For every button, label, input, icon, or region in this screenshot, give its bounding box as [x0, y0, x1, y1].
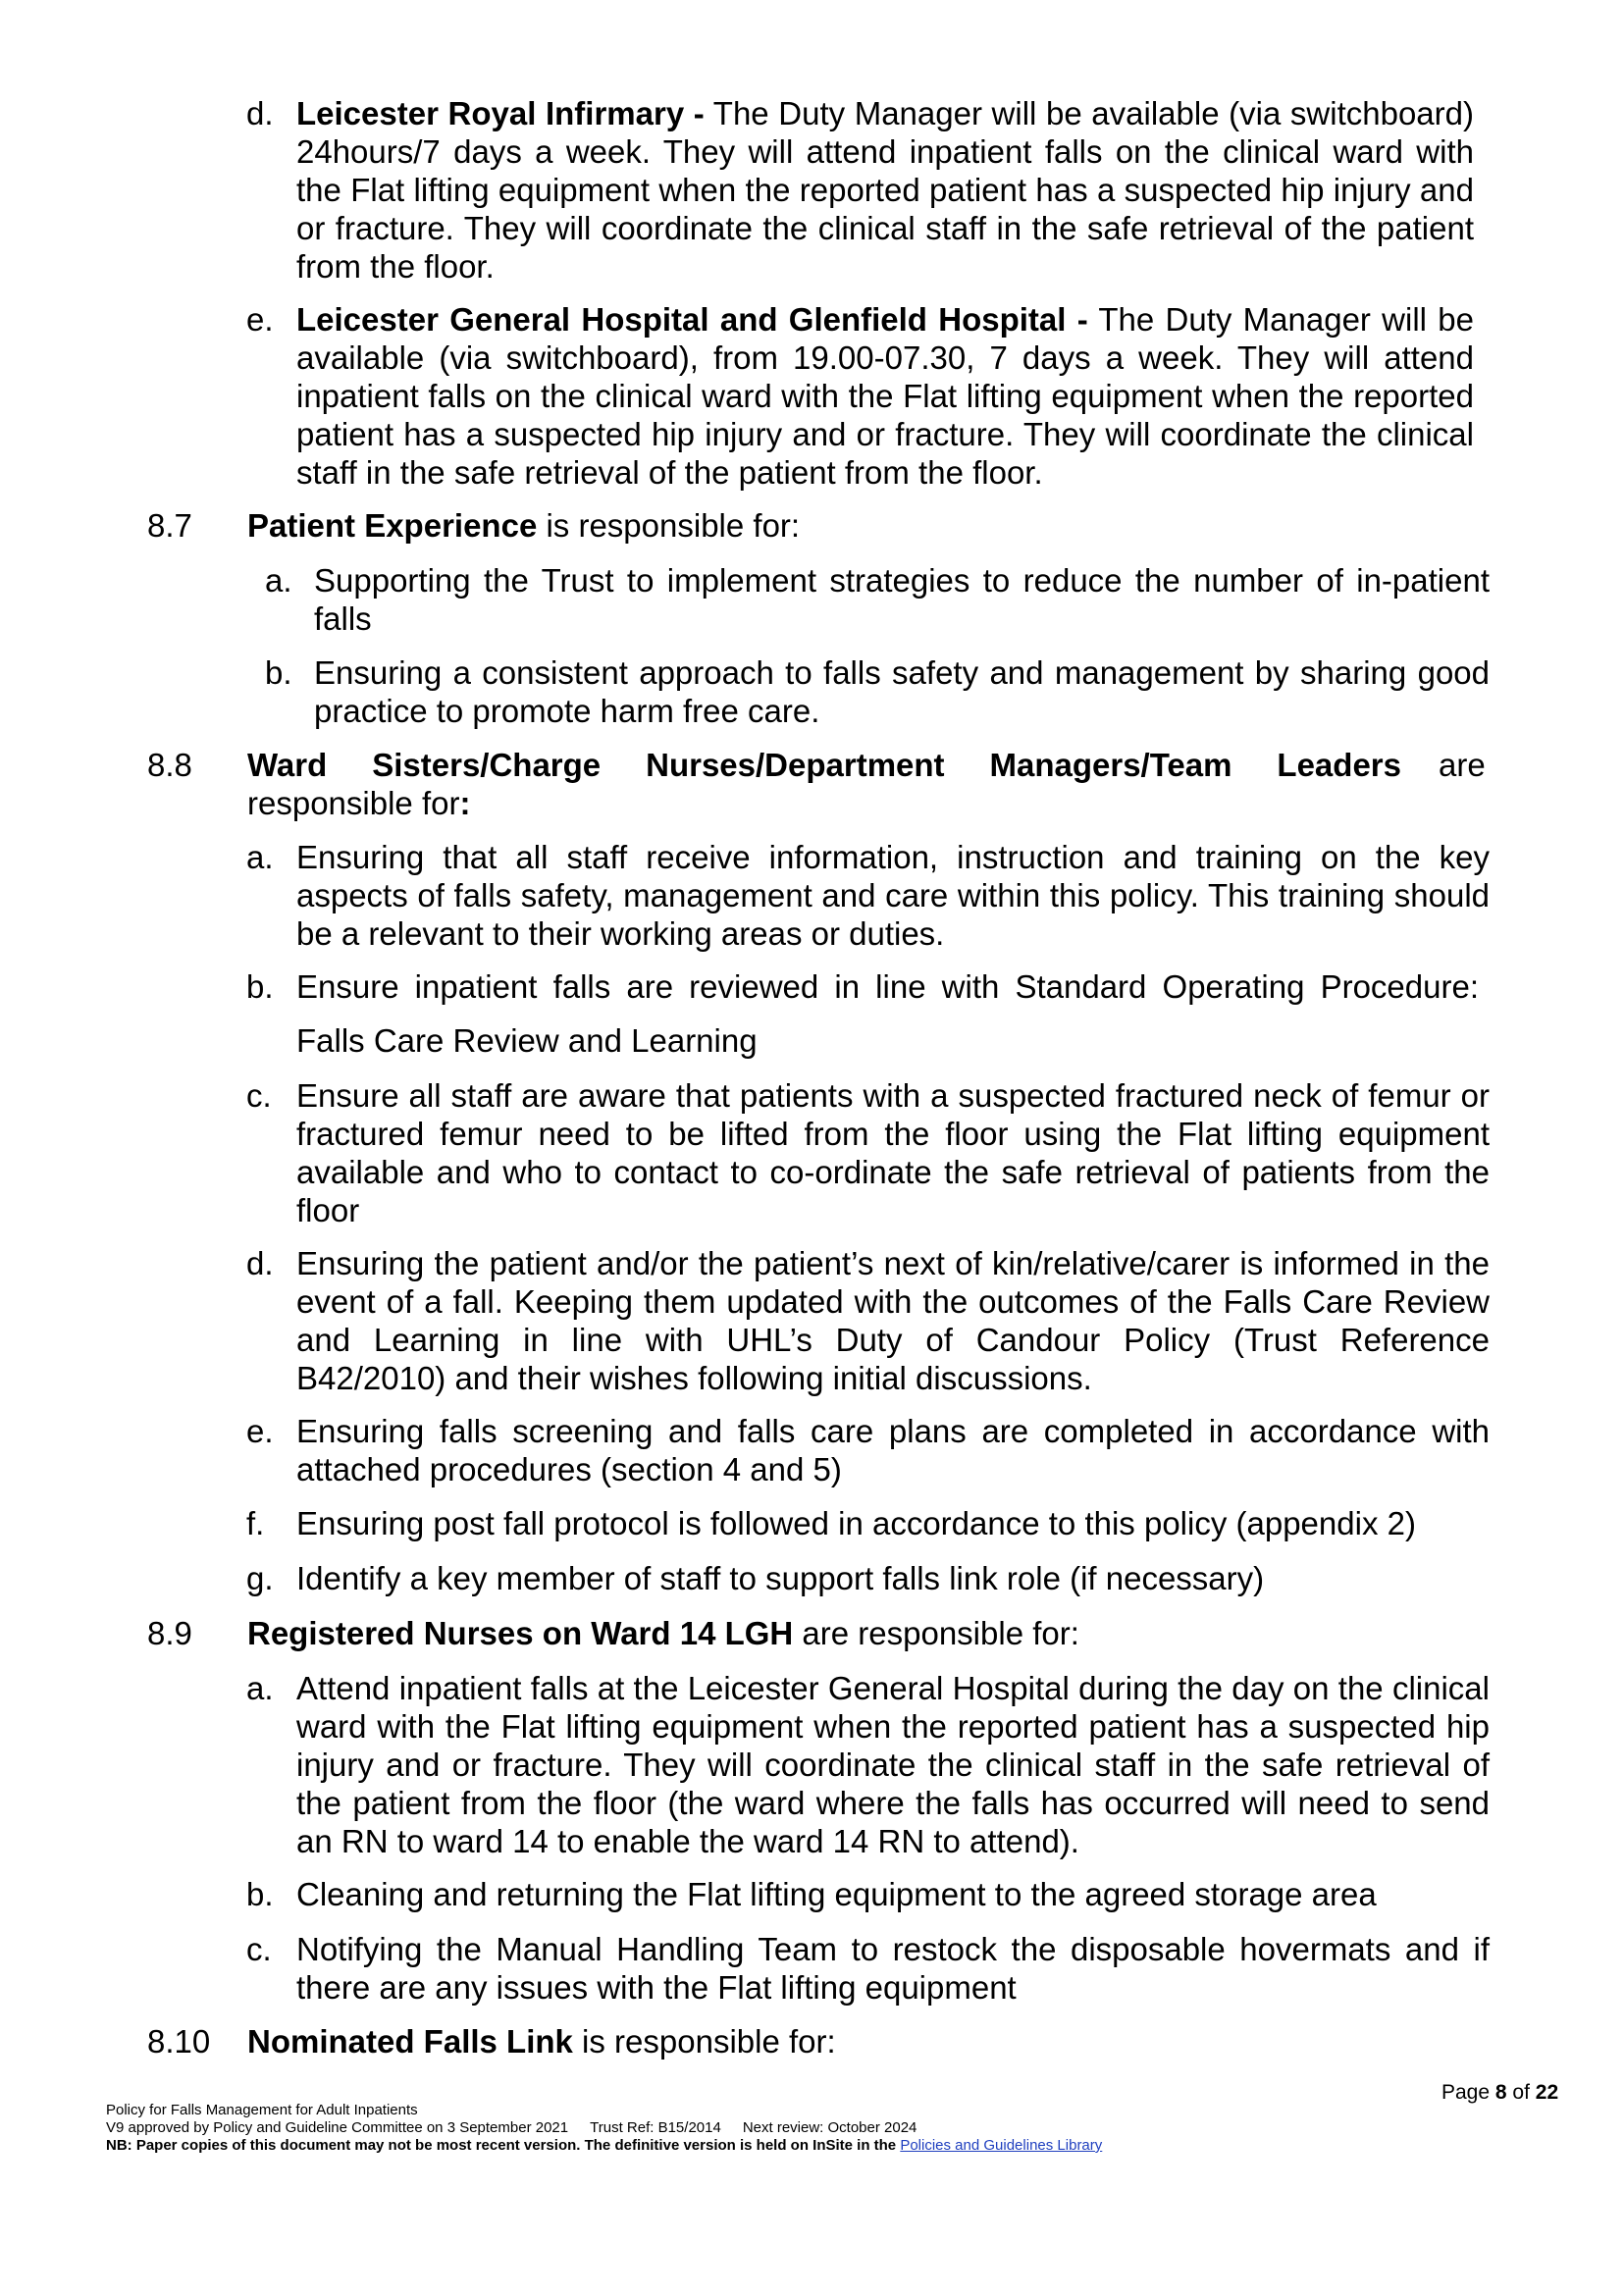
item-text: The Duty Manager will be available (via switchboard), from 19.00-07.30, 7 days a week. They will attend inpatient falls on the clinical ward with the Flat lifting equipment when the reported patient has a suspected hip injury and or fracture. They will coordinate the clinical staff in the safe retrieval of the patient from the floor. [296, 301, 1474, 491]
item-label: c. [246, 1931, 272, 1967]
section-number: 8.9 [147, 1615, 192, 1651]
section-number: 8.7 [147, 507, 192, 544]
section-heading-rest: are responsible for: [793, 1615, 1079, 1651]
list-item-e-lgh [296, 300, 1474, 492]
section-heading-8-8 [247, 746, 1401, 784]
item-heading: Leicester General Hospital and Glenfield Hospital - [296, 301, 1088, 338]
item-text: The Duty Manager will be available (via switchboard) 24hours/7 days a week. They will attend inpatient falls on the clinical ward with the Flat lifting equipment when the reported patient has a suspected hip injury and or fracture. They will coordinate the clinical staff in the safe retrieval of the patient from the floor. [296, 95, 1474, 285]
section-title: Patient Experience [247, 507, 538, 544]
section-heading-rest: are [1439, 747, 1486, 783]
policies-library-link[interactable]: Policies and Guidelines Library [900, 2137, 1103, 2154]
section-heading-8-9 [247, 1614, 1079, 1652]
item-label: e. [246, 1413, 274, 1449]
item-label: b. [246, 968, 274, 1005]
section-title: Registered Nurses on Ward 14 LGH [247, 1615, 794, 1651]
list-item: Ensuring that all staff receive information, instruction and training on the key aspects of falls safety, management and care within this policy. This training should be a relevant to their working areas or duties. [296, 839, 1490, 952]
footer-version: V9 approved by Policy and Guideline Committee on 3 September 2021 Trust Ref: B15/2014 Next review: October 2024 [106, 2119, 917, 2136]
section-heading-8-10 [247, 2022, 836, 2060]
section-title: Ward Sisters/Charge Nurses/Department Managers/Team Leaders [247, 747, 1401, 783]
item-label: c. [246, 1077, 272, 1114]
list-item: Ensure inpatient falls are reviewed in line with Standard Operating Procedure: [296, 968, 1479, 1005]
item-label: b. [246, 1876, 274, 1912]
list-item: Cleaning and returning the Flat lifting equipment to the agreed storage area [296, 1876, 1377, 1912]
footer-disclaimer: NB: Paper copies of this document may not be most recent version. The definitive version is held on InSite in the Policies and Guidelines Library [106, 2137, 1103, 2154]
section-number: 8.10 [147, 2023, 211, 2060]
section-heading-rest-2 [247, 784, 470, 822]
section-heading-rest: is responsible for: [572, 2023, 836, 2060]
list-item: Ensuring the patient and/or the patient’s next of kin/relative/carer is informed in the event of a fall. Keeping them updated with the outcomes of the Falls Care Review and Learning in line with UHL’s Duty of Candour Policy (Trust Reference B42/2010) and their wishes following initial discussions. [296, 1245, 1490, 1396]
item-label: a. [246, 839, 274, 875]
item-label: f. [246, 1505, 265, 1541]
list-item-continuation: Falls Care Review and Learning [296, 1022, 758, 1059]
item-label: a. [246, 1670, 274, 1706]
item-label: d. [246, 95, 274, 131]
list-item: Attend inpatient falls at the Leicester General Hospital during the day on the clinical ward with the Flat lifting equipment when the reported patient has a suspected hip injury and or fracture. They will coordinate the clinical staff in the safe retrieval of the patient from the floor (the ward where the falls has occurred will need to send an RN to ward 14 to enable the ward 14 RN to attend). [296, 1670, 1490, 1859]
section-number: 8.8 [147, 747, 192, 783]
item-label: d. [246, 1245, 274, 1281]
item-label: e. [246, 301, 274, 338]
list-item: Ensuring post fall protocol is followed in accordance to this policy (appendix 2) [296, 1505, 1416, 1541]
list-item: Ensuring falls screening and falls care plans are completed in accordance with attached procedures (section 4 and 5) [296, 1413, 1490, 1487]
section-heading-colon: : [459, 785, 471, 821]
item-label: b. [265, 654, 292, 691]
list-item: Identify a key member of staff to support falls link role (if necessary) [296, 1560, 1265, 1596]
section-heading-rest: is responsible for: [537, 507, 801, 544]
footer-title: Policy for Falls Management for Adult Inpatients [106, 2102, 418, 2118]
section-title: Nominated Falls Link [247, 2023, 573, 2060]
item-label: g. [246, 1560, 274, 1596]
section-heading-rest-text: responsible for [247, 785, 460, 821]
item-label: a. [265, 562, 292, 599]
page-number: Page 8 of 22 [1441, 2081, 1559, 2104]
list-item: Ensure all staff are aware that patients with a suspected fractured neck of femur or fractured femur need to be lifted from the floor using the Flat lifting equipment available and who to contact to co-ordinate the safe retrieval of patients from the floor [296, 1077, 1490, 1228]
list-item-d-lri [296, 94, 1474, 286]
list-item: Supporting the Trust to implement strategies to reduce the number of in-patient falls [314, 562, 1490, 637]
section-heading-8-7 [247, 506, 800, 545]
list-item: Ensuring a consistent approach to falls safety and management by sharing good practice to promote harm free care. [314, 654, 1490, 729]
list-item: Notifying the Manual Handling Team to restock the disposable hovermats and if there are any issues with the Flat lifting equipment [296, 1931, 1490, 2006]
item-heading: Leicester Royal Infirmary - [296, 95, 705, 131]
